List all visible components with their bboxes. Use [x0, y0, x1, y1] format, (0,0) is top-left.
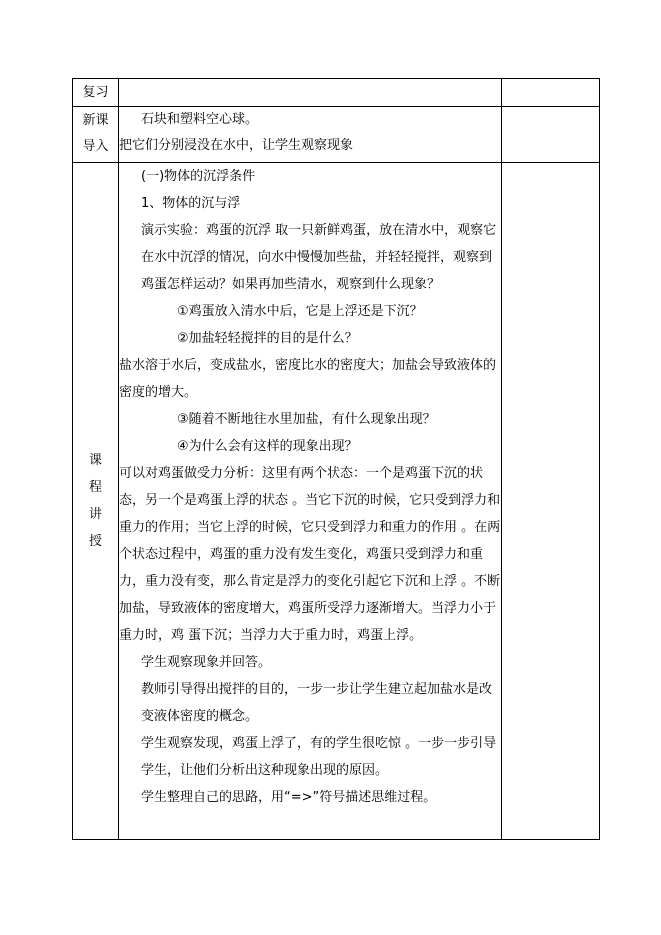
- intro-label: [73, 107, 119, 163]
- review-row: [73, 79, 600, 107]
- answer-2: 盐水溶于水后，变成盐水，密度比水的密度大；加盐会导致液体的密度的增大。: [119, 358, 497, 400]
- review-label: 复习: [73, 79, 119, 107]
- intro-row: [73, 107, 600, 163]
- intro-notes: [502, 107, 600, 163]
- intro-line1: 石块和塑料空心球。: [141, 112, 259, 127]
- student-activity-3: 学生整理自己的思路，用“=>”符号描述思维过程。: [141, 790, 437, 805]
- lecture-notes: [502, 163, 600, 840]
- question-2: ②加盐轻轻搅拌的目的是什么？: [177, 331, 358, 346]
- teacher-guidance: 教师引导得出搅拌的目的，一步一步让学生建立起加盐水是改变液体密度的概念。: [141, 682, 493, 724]
- lecture-label-char1: 课: [88, 453, 102, 468]
- review-notes: [502, 79, 600, 107]
- intro-label-line1: 新课: [82, 113, 109, 128]
- intro-label-line2: 导入: [82, 139, 109, 154]
- question-1: ①鸡蛋放入清水中后，它是上浮还是下沉？: [177, 304, 423, 319]
- lecture-row: [73, 163, 600, 840]
- lecture-label: [73, 163, 119, 840]
- question-4: ④为什么会有这样的现象出现？: [177, 439, 358, 454]
- experiment-paragraph: [119, 217, 501, 298]
- student-activity-1: 学生观察现象并回答。: [141, 655, 272, 670]
- lesson-plan-table: [72, 78, 600, 840]
- lecture-label-char3: 讲: [88, 507, 102, 522]
- intro-line2: 把它们分别浸没在水中，让学生观察现象: [119, 138, 354, 153]
- question-3: ③随着不断地往水里加盐，有什么现象出现？: [177, 412, 436, 427]
- student-activity-2: 学生观察发现，鸡蛋上浮了，有的学生很吃惊 。一步一步引导学生，让他们分析出这种现象出现的原因。: [141, 736, 497, 778]
- intro-content: [119, 107, 502, 163]
- review-content: [119, 79, 502, 107]
- subsection-heading: 1、物体的沉与浮: [141, 196, 241, 211]
- experiment-text: 演示实验：鸡蛋的沉浮 取一只新鲜鸡蛋，放在清水中，观察它在水中沉浮的情况，向水中慢慢加些盐，并轻轻搅拌，观察到鸡蛋怎样运动？如果再加些清水，观察到什么现象？: [141, 223, 497, 292]
- force-analysis: 可以对鸡蛋做受力分析：这里有两个状态：一个是鸡蛋下沉的状态，另一个是鸡蛋上浮的状态 。当它下沉的时候，它只受到浮力和重力的作用；当它上浮的时候，它只受到浮力和重力的作用 。在两个状态过程中，鸡蛋的重力没有发生变化，鸡蛋只受到浮力和重力，重力没有变，那么肯定是浮力的变化引起它下沉和上浮 。不断加盐，导致液体的密度增大，鸡蛋所受浮力逐渐增大。当浮力小于重力时，鸡 蛋下沉；当浮力大于重力时，鸡蛋上浮。: [119, 466, 501, 643]
- section-heading: (一)物体的沉浮条件: [141, 169, 256, 184]
- lecture-label-char2: 程: [88, 480, 102, 495]
- lecture-content: [119, 163, 502, 840]
- lecture-label-char4: 授: [88, 534, 102, 549]
